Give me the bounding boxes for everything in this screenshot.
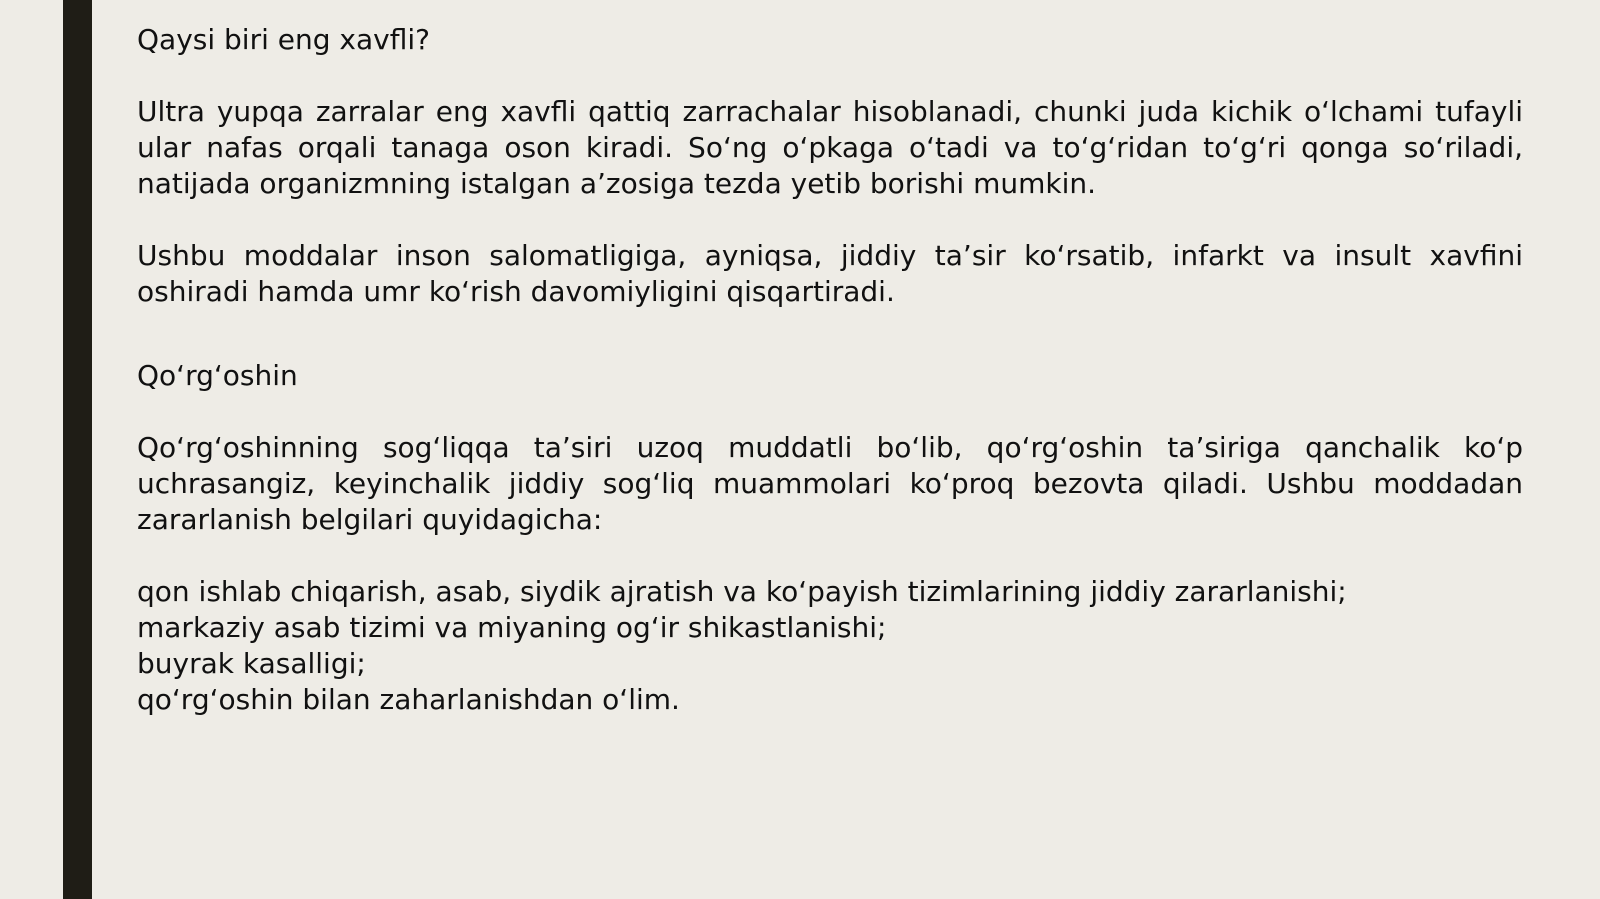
list-item: buyrak kasalligi; xyxy=(137,647,366,680)
lead-heading: Qo‘rg‘oshin xyxy=(137,359,298,392)
list-item: qon ishlab chiqarish, asab, siydik ajratish va ko‘payish tizimlarining jiddiy zararlanishi; xyxy=(137,575,1347,608)
slide-content xyxy=(137,22,1523,718)
paragraph-health-effects: Ushbu moddalar inson salomatligiga, ayniqsa, jiddiy ta’sir ko‘rsatib, infarkt va insult xavfini oshiradi hamda umr ko‘rish davomiyligini qisqartiradi. xyxy=(137,239,1523,308)
paragraph-ultrafine-particles: Ultra yupqa zarralar eng xavfli qattiq zarrachalar hisoblanadi, chunki juda kichik o‘lchami tufayli ular nafas orqali tanaga oson kiradi. So‘ng o‘pkaga o‘tadi va to‘g‘ridan to‘g‘ri qonga so‘riladi, natijada organizmning istalgan a’zosiga tezda yetib borishi mumkin. xyxy=(137,95,1523,200)
slide-accent-bar xyxy=(63,0,92,899)
symptom-list xyxy=(137,574,1523,718)
list-item: qo‘rg‘oshin bilan zaharlanishdan o‘lim. xyxy=(137,683,680,716)
paragraph-lead-effects: Qo‘rg‘oshinning sog‘liqqa ta’siri uzoq muddatli bo‘lib, qo‘rg‘oshin ta’siriga qanchalik ko‘p uchrasangiz, keyinchalik jiddiy sog‘liq muammolari ko‘proq bezovta qiladi. Ushbu moddadan zararlanish belgilari quyidagicha: xyxy=(137,431,1523,536)
list-item: markaziy asab tizimi va miyaning og‘ir shikastlanishi; xyxy=(137,611,887,644)
question-heading: Qaysi biri eng xavfli? xyxy=(137,23,431,56)
